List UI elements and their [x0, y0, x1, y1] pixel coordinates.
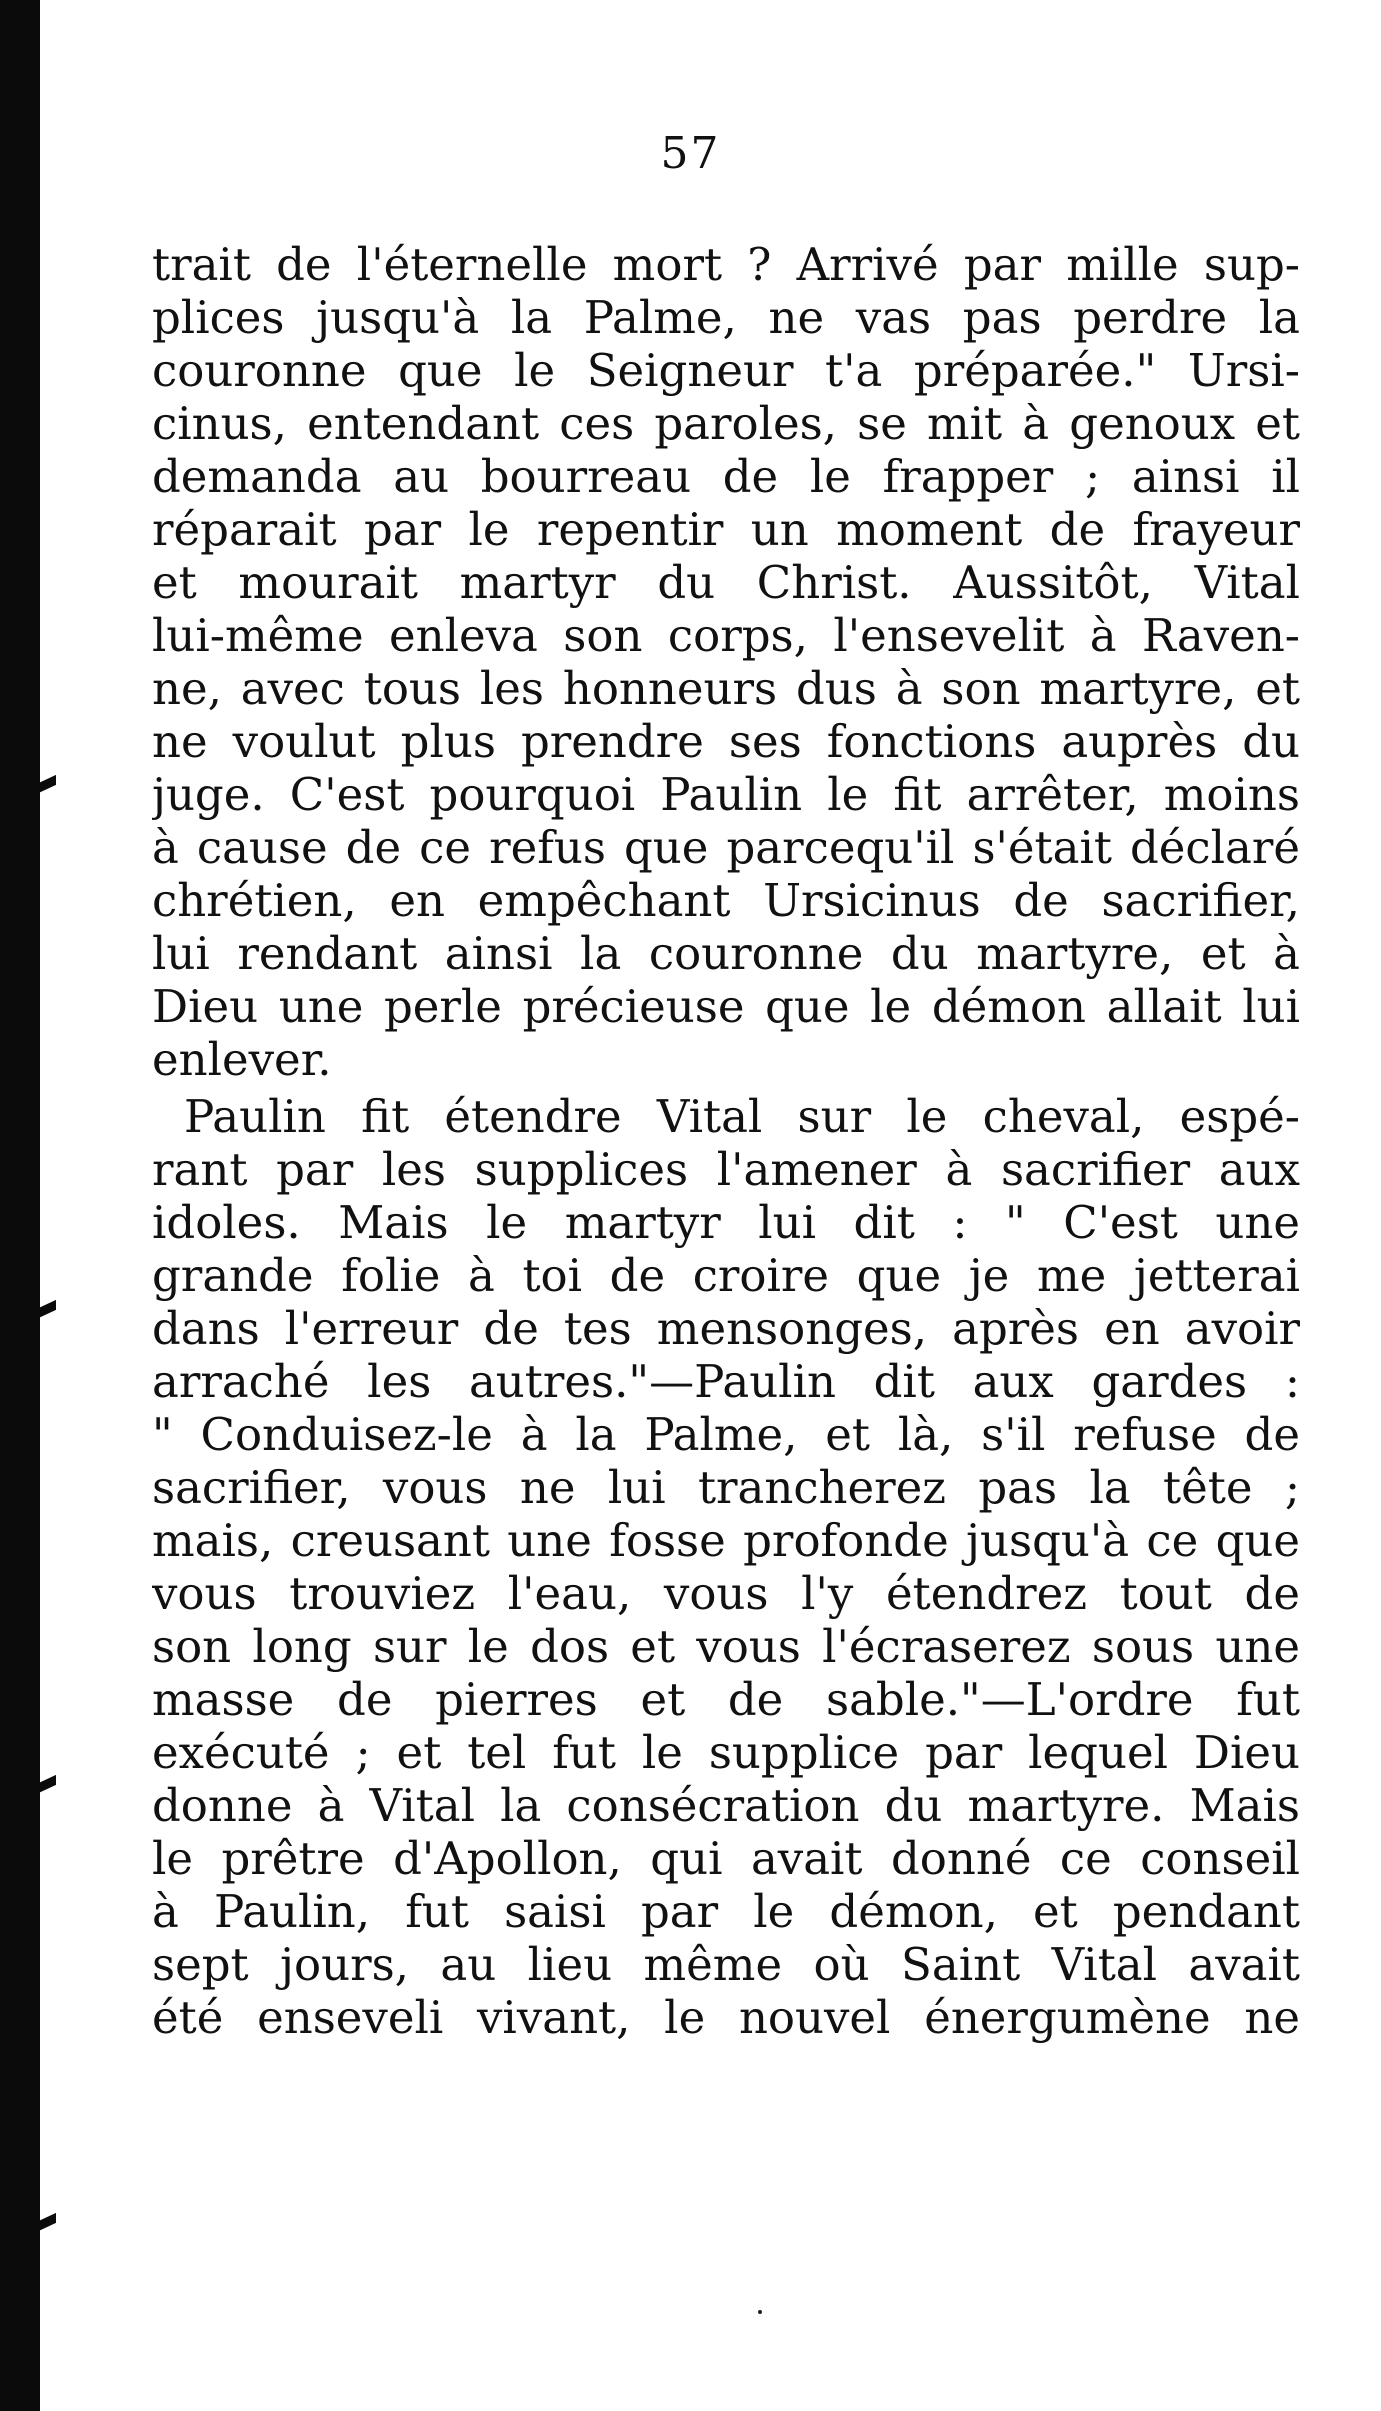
text-line: mais, creusant une fosse profonde jusqu'à ce que	[152, 1514, 1300, 1567]
text-line: à Paulin, fut saisi par le démon, et pendant	[152, 1885, 1300, 1938]
text-line: rant par les supplices l'amener à sacrifier aux	[152, 1143, 1300, 1196]
binding-nick	[34, 1300, 56, 1320]
text-line: ne, avec tous les honneurs dus à son martyre, et	[152, 662, 1300, 715]
binding-nick	[34, 2213, 56, 2233]
text-line: juge. C'est pourquoi Paulin le fit arrêter, moins	[152, 768, 1300, 821]
text-line: donne à Vital la consécration du martyre. Mais	[152, 1779, 1300, 1832]
text-line: et mourait martyr du Christ. Aussitôt, Vital	[152, 556, 1300, 609]
text-line: grande folie à toi de croire que je me jetterai	[152, 1249, 1300, 1302]
text-line: idoles. Mais le martyr lui dit : " C'est une	[152, 1196, 1300, 1249]
text-line: le prêtre d'Apollon, qui avait donné ce conseil	[152, 1832, 1300, 1885]
text-line: ne voulut plus prendre ses fonctions auprès du	[152, 715, 1300, 768]
text-line: à cause de ce refus que parcequ'il s'était déclaré	[152, 821, 1300, 874]
body-text	[152, 238, 1300, 2044]
binding-edge	[0, 0, 40, 2411]
text-line: masse de pierres et de sable."—L'ordre fut	[152, 1673, 1300, 1726]
text-line: " Conduisez-le à la Palme, et là, s'il refuse de	[152, 1408, 1300, 1461]
text-line: son long sur le dos et vous l'écraserez sous une	[152, 1620, 1300, 1673]
text-line: arraché les autres."—Paulin dit aux gardes :	[152, 1355, 1300, 1408]
binding-nick	[34, 1775, 56, 1795]
text-line: lui-même enleva son corps, l'ensevelit à Raven-	[152, 609, 1300, 662]
text-line: chrétien, en empêchant Ursicinus de sacrifier,	[152, 874, 1300, 927]
text-line: sept jours, au lieu même où Saint Vital avait	[152, 1938, 1300, 1991]
text-line: trait de l'éternelle mort ? Arrivé par mille sup-	[152, 238, 1300, 291]
paragraph-first-line: Paulin fit étendre Vital sur le cheval, espé-	[184, 1090, 1300, 1143]
text-line: été enseveli vivant, le nouvel énergumène ne	[152, 1991, 1300, 2044]
text-line: exécuté ; et tel fut le supplice par lequel Dieu	[152, 1726, 1300, 1779]
page-number: 57	[660, 128, 721, 179]
text-line: sacrifier, vous ne lui trancherez pas la tête ;	[152, 1461, 1300, 1514]
text-line: lui rendant ainsi la couronne du martyre, et à	[152, 927, 1300, 980]
text-line: vous trouviez l'eau, vous l'y étendrez tout de	[152, 1567, 1300, 1620]
binding-nick	[34, 775, 56, 795]
text-line: couronne que le Seigneur t'a préparée." Ursi-	[152, 344, 1300, 397]
print-speck	[758, 2310, 762, 2314]
text-line: demanda au bourreau de le frapper ; ainsi il	[152, 450, 1300, 503]
text-line: cinus, entendant ces paroles, se mit à genoux et	[152, 397, 1300, 450]
text-line: Dieu une perle précieuse que le démon allait lui	[152, 980, 1300, 1033]
text-line: plices jusqu'à la Palme, ne vas pas perdre la	[152, 291, 1300, 344]
text-line: dans l'erreur de tes mensonges, après en avoir	[152, 1302, 1300, 1355]
text-line: réparait par le repentir un moment de frayeur	[152, 503, 1300, 556]
text-line: enlever.	[152, 1033, 332, 1086]
